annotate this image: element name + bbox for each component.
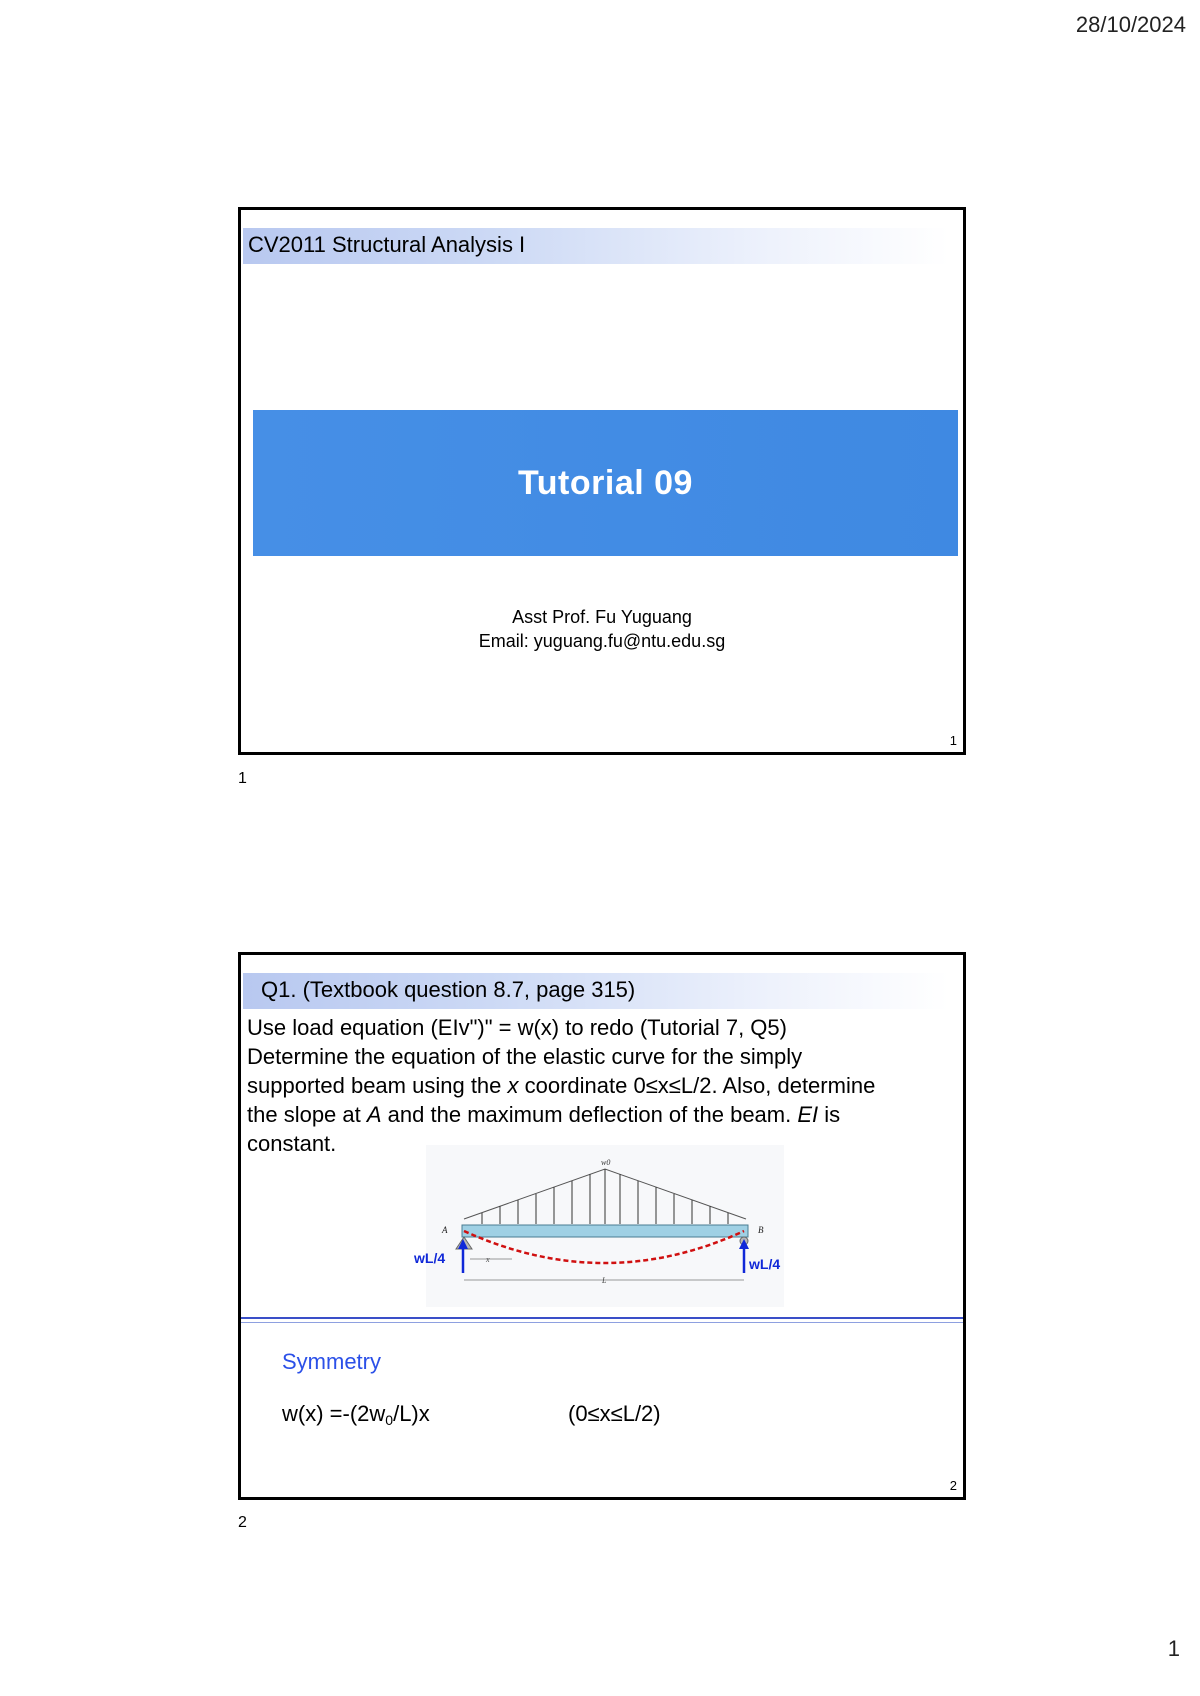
load-equation: $w(x) =-(2w_0/L)x$ [282, 1401, 430, 1428]
beam-figure [414, 1145, 784, 1307]
equation-range: (0≤x≤L/2) [568, 1401, 661, 1426]
print-date: 28/10/2024 [1075, 12, 1186, 37]
slide-1 [238, 207, 966, 755]
question-line-1: Use load equation (EIv")" = w(x) to redo (Tutorial 7, Q5) [247, 1015, 787, 1040]
page-number: 1 [1167, 1636, 1180, 1661]
reaction-left-label: wL/4 [414, 1250, 446, 1266]
question-line-4: the slope at A and the maximum deflection of the beam. EI is [247, 1102, 841, 1127]
slide-2 [238, 952, 966, 1500]
question-line-2: Determine the equation of the elastic curve for the simply [247, 1044, 803, 1069]
slide-number: 1 [949, 733, 957, 748]
question-body [247, 1013, 947, 1158]
slide-2-index: 2 [238, 1514, 247, 1531]
support-b-label: B [758, 1225, 764, 1235]
slide-number: 2 [949, 1478, 957, 1493]
tutorial-title: Tutorial 09 [518, 463, 693, 502]
load-label: w0 [601, 1158, 611, 1167]
section-divider [241, 1317, 963, 1319]
question-title: Q1. (Textbook question 8.7, page 315) [261, 977, 636, 1002]
question-line-3: supported beam using the x coordinate 0≤x≤L/2. Also, determine [247, 1073, 876, 1098]
section-divider-thin [241, 1322, 963, 1323]
course-title: CV2011 Structural Analysis I [248, 232, 526, 257]
beam [462, 1225, 748, 1237]
author-email: Email: yuguang.fu@ntu.edu.sg [478, 631, 726, 651]
author-name: Asst Prof. Fu Yuguang [512, 607, 692, 627]
author-block [241, 605, 963, 653]
title-banner [253, 410, 958, 556]
length-dimension-label: L [602, 1276, 607, 1285]
question-line-5: constant. [247, 1131, 337, 1156]
symmetry-note: Symmetry [282, 1349, 381, 1374]
x-dimension-label: x [486, 1255, 490, 1264]
support-a-label: A [442, 1225, 448, 1235]
reaction-right-label: wL/4 [749, 1256, 781, 1272]
slide-1-index: 1 [238, 770, 247, 787]
